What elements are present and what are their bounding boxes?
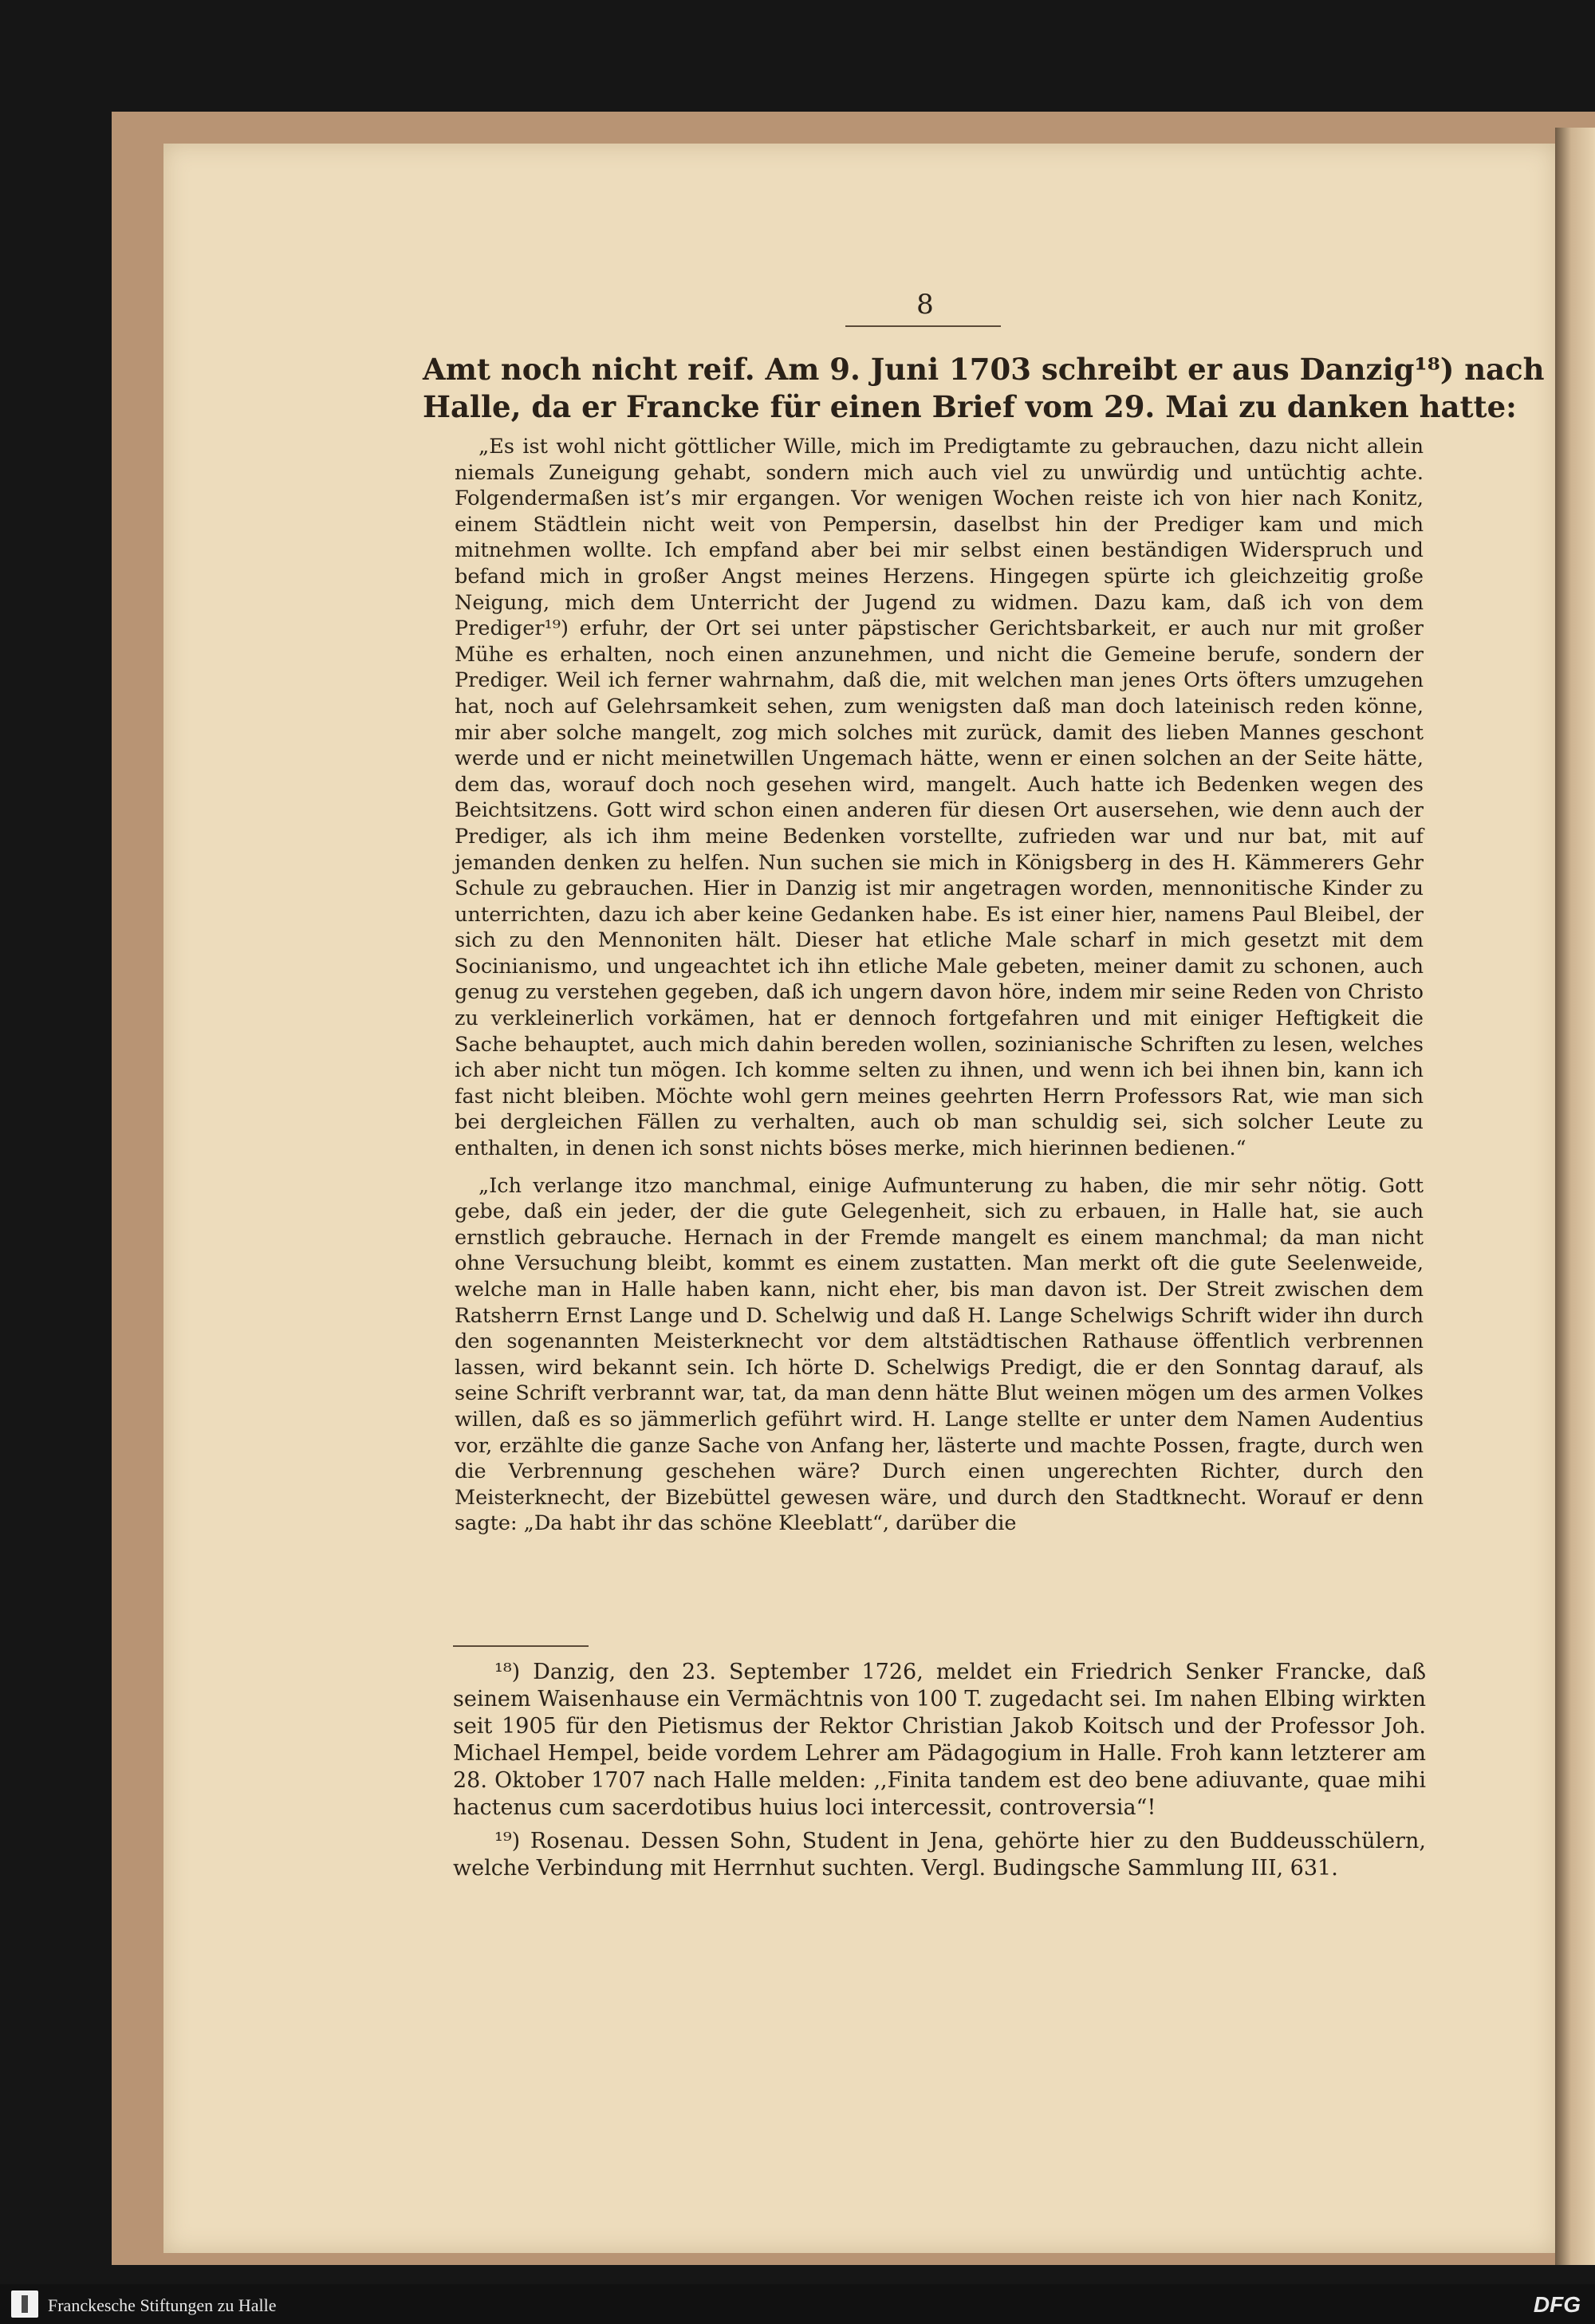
footnote-19: ¹⁹) Rosenau. Dessen Sohn, Student in Jena, gehörte hier zu den Buddeusschülern, welche Verbindung mit Herrnhut suchten. Vergl. Budingsche Sammlung III, 631. bbox=[453, 1829, 1426, 1881]
main-text bbox=[423, 351, 1545, 1537]
footnotes bbox=[453, 1659, 1426, 1889]
page-number-rule bbox=[845, 325, 1001, 327]
institution-name: Franckesche Stiftungen zu Halle bbox=[48, 2295, 277, 2315]
francke-logo-icon bbox=[11, 2291, 38, 2318]
dfg-badge: DFG bbox=[1533, 2292, 1581, 2317]
lead-line: Halle, da er Francke für einen Brief vom 29. Mai zu danken hatte: bbox=[423, 389, 1517, 424]
lead-paragraph bbox=[423, 351, 1545, 426]
footnote-rule bbox=[453, 1645, 589, 1647]
book-gutter bbox=[1555, 128, 1595, 2265]
viewer-footer bbox=[0, 2284, 1595, 2324]
page-number: 8 bbox=[916, 289, 934, 321]
letter-paragraph: „Ich verlange itzo manchmal, einige Aufmunterung zu haben, die mir sehr nötig. Gott gebe, daß ein jeder, der die gute Gelegenheit, sich zu erbauen, in Halle hat, sie auch ernstlich gebrauche. Hernach in der Fremde mangelt es einem manchmal; da man nicht ohne Versuchung bleibt, kommt es einem zustatten. Man merkt oft die gute Seelenweide, welche man in Halle haben kann, nicht eher, bis man davon ist. Der Streit zwischen dem Ratsherrn Ernst Lange und D. Schelwig und daß H. Lange Schelwigs Schrift wider ihn durch den sogenannten Meisterknecht vor dem altstädtischen Rathause öffentlich verbrennen lassen, wird bekannt sein. Ich hörte D. Schelwigs Predigt, die er den Sonntag darauf, als seine Schrift verbrannt war, tat, da man denn hätte Blut weinen mögen um des armen Volkes willen, daß es so jämmerlich geführt wird. H. Lange stellte er unter dem Namen Audentius vor, erzählte die ganze Sache von Anfang her, lästerte und machte Possen, fragte, durch wen die Verbrennung geschehen wäre? Durch einen ungerechten Richter, durch den Meisterknecht, der Bizebüttel gewesen wäre, und durch den Stadtknecht. Worauf er denn sagte: „Da habt ihr das schöne Kleeblatt“, darüber die bbox=[455, 1173, 1424, 1536]
lead-line: Amt noch nicht reif. Am 9. Juni 1703 schreibt er aus Danzig¹⁸) nach bbox=[423, 352, 1545, 387]
footnote-18: ¹⁸) Danzig, den 23. September 1726, meldet ein Friedrich Senker Francke, daß seinem Waisenhause ein Vermächtnis von 100 T. zugedacht sei. Im nahen Elbing wirkten seit 1905 für den Pietismus der Rektor Christian Jakob Koitsch und der Professor Joh. Michael Hempel, beide vordem Lehrer am Pädagogium in Halle. Froh kann letzterer am 28. Oktober 1707 nach Halle melden: ,,Finita tandem est deo bene adiuvante, quae mihi hactenus cum sacerdotibus huius loci intercessit, controversia“! bbox=[453, 1660, 1426, 1820]
letter-paragraph: „Es ist wohl nicht göttlicher Wille, mich im Predigtamte zu gebrauchen, dazu nicht allein niemals Zuneigung gehabt, sondern mich auch viel zu unwürdig und untüchtig achte. Folgendermaßen ist’s mir ergangen. Vor wenigen Wochen reiste ich von hier nach Konitz, einem Städtlein nicht weit von Pempersin, daselbst hin der Prediger kam und mich mitnehmen wollte. Ich empfand aber bei mir selbst einen beständigen Widerspruch und befand mich in großer Angst meines Herzens. Hingegen spürte ich gleichzeitig große Neigung, mich dem Unterricht der Jugend zu widmen. Dazu kam, daß ich von dem Prediger¹⁹) erfuhr, der Ort sei unter päpstischer Gerichtsbarkeit, er auch nur mit großer Mühe es erhalten, noch einen anzunehmen, und nicht die Gemeine berufe, sondern der Prediger. Weil ich ferner wahrnahm, daß die, mit welchen man jenes Orts öfters umzugehen hat, noch auf Gelehrsamkeit sehen, zum wenigsten daß man doch lateinisch reden könne, mir aber solche mangelt, zog mich solches mit zurück, damit des lieben Mannes geschont werde und er nicht meinetwillen Ungemach hätte, wenn er einen solchen an der Seite hätte, dem das, worauf doch noch gesehen wird, mangelt. Auch hatte ich Bedenken wegen des Beichtsitzens. Gott wird schon einen anderen für diesen Ort ausersehen, wie denn auch der Prediger, als ich ihm meine Bedenken vorstellte, zufrieden war und nur bat, mit auf jemanden denken zu helfen. Nun suchen sie mich in Königsberg in des H. Kämmerers Gehr Schule zu gebrauchen. Hier in Danzig ist mir angetragen worden, mennonitische Kinder zu unterrichten, dazu ich aber keine Gedanken habe. Es ist einer hier, namens Paul Bleibel, der sich zu den Mennoniten hält. Dieser hat etliche Male scharf in mich gesetzt mit dem Socinianismo, und ungeachtet ich ihn etliche Male gebeten, meiner damit zu schonen, auch genug zu verstehen gegeben, daß ich ungern davon höre, indem mir seine Reden von Christo zu verkleinerlich vorkämen, hat er dennoch fortgefahren und mit einiger Heftigkeit die Sache behauptet, auch mich dahin bereden wollen, sozinianische Schriften zu lesen, welches ich aber nicht tun mögen. Ich komme selten zu ihnen, und wenn ich bei ihnen bin, kann ich fast nicht bleiben. Möchte wohl gern meines geehrten Herrn Professors Rat, wie man sich bei dergleichen Fällen zu verhalten, auch ob man schuldig sei, sich solcher Leute zu enthalten, in denen ich sonst nichts böses merke, mich hierinnen bedienen.“ bbox=[455, 435, 1424, 1161]
